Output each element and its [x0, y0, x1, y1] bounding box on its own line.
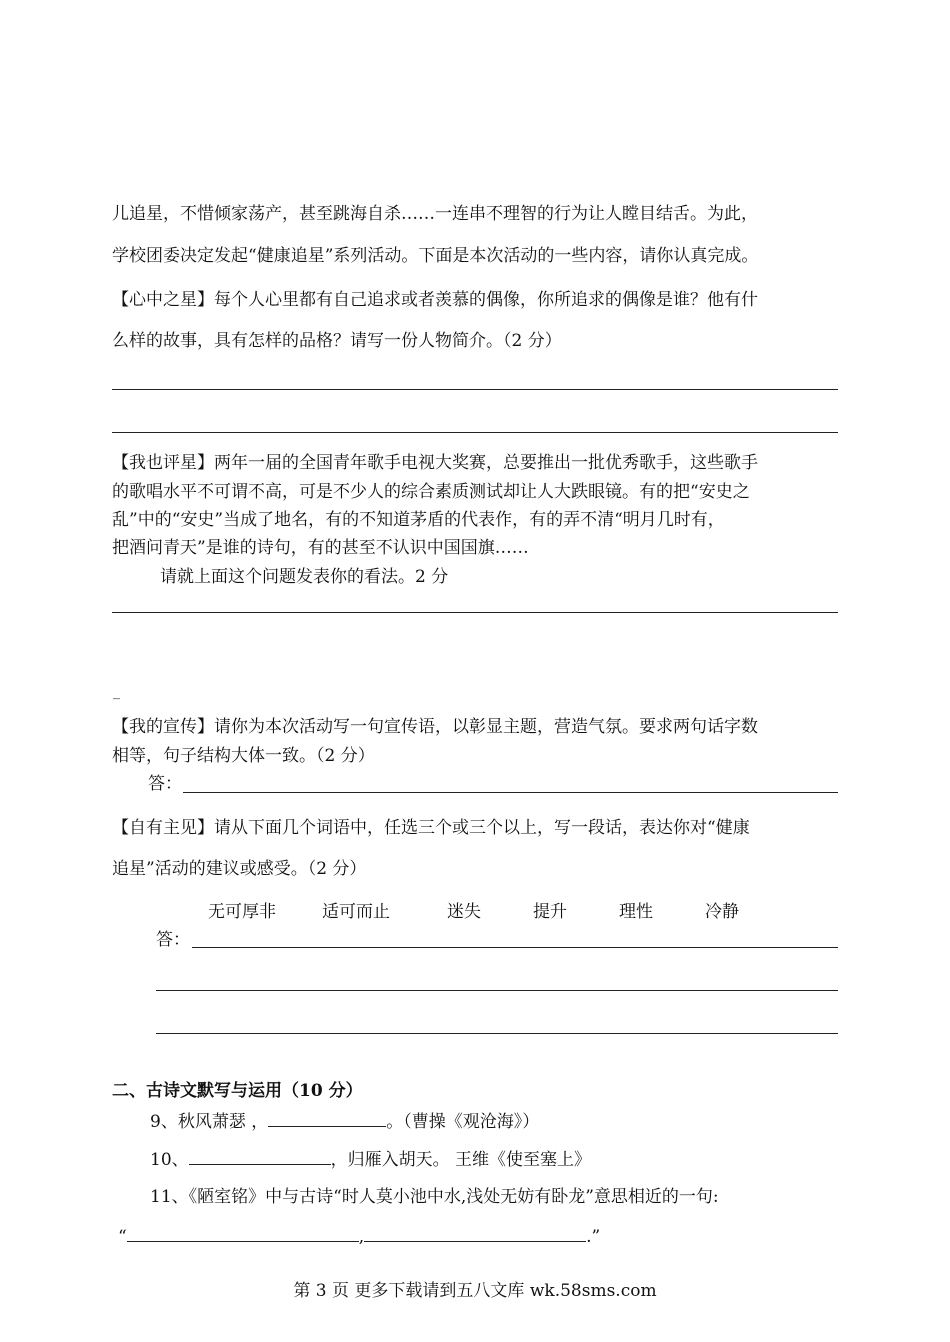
answer-label: 答：: [148, 774, 182, 794]
opinion-line-1: 【自有主见】请从下面几个词语中，任选三个或三个以上，写一段话，表达你对“健康: [112, 818, 750, 838]
word-option: 无可厚非: [208, 902, 276, 922]
question-11: 11、《陋室铭》中与古诗“时人莫小池中水,浅处无妨有卧龙”意思相近的一句:: [150, 1187, 719, 1207]
word-option: 迷失: [447, 902, 481, 922]
review-star-line-1: 【我也评星】两年一届的全国青年歌手电视大奖赛，总要推出一批优秀歌手，这些歌手: [112, 453, 758, 473]
answer-line[interactable]: [156, 990, 838, 991]
stray-mark: _: [113, 684, 120, 700]
comma: ,: [358, 1227, 365, 1247]
review-star-line-4: 把酒问青天”是谁的诗句，有的甚至不认识中国国旗……: [112, 538, 529, 558]
slogan-line-2: 相等，句子结构大体一致。（2 分）: [112, 746, 375, 766]
q10-prefix: 10、: [150, 1150, 189, 1170]
heart-star-line-2: 么样的故事，具有怎样的品格？请写一份人物简介。（2 分）: [112, 331, 562, 351]
q9-blank[interactable]: [268, 1110, 386, 1127]
section-heading: 二、古诗文默写与运用（10 分）: [112, 1081, 363, 1101]
answer-line[interactable]: [192, 947, 838, 948]
question-11-answer: [118, 1225, 600, 1248]
open-quote: “: [118, 1227, 127, 1247]
q10-blank[interactable]: [189, 1148, 331, 1165]
word-option: 适可而止: [322, 902, 390, 922]
word-option: 理性: [619, 902, 653, 922]
answer-line[interactable]: [156, 1033, 838, 1034]
intro-line-1: 儿追星，不惜倾家荡产，甚至跳海自杀……一连串不理智的行为让人瞠目结舌。为此，: [112, 204, 758, 224]
q11-blank-1[interactable]: [127, 1225, 359, 1242]
slogan-line-1: 【我的宣传】请你为本次活动写一句宣传语，以彰显主题，营造气氛。要求两句话字数: [112, 717, 758, 737]
answer-line[interactable]: [112, 612, 838, 613]
heart-star-line-1: 【心中之星】每个人心里都有自己追求或者羡慕的偶像，你所追求的偶像是谁？他有什: [112, 290, 758, 310]
review-star-prompt: 请就上面这个问题发表你的看法。2 分: [160, 567, 449, 587]
q10-suffix: ，归雁入胡天。 王维《使至塞上》: [330, 1150, 592, 1170]
answer-line[interactable]: [112, 389, 838, 390]
close-quote: .”: [586, 1227, 601, 1247]
review-star-line-3: 乱”中的“安史”当成了地名，有的不知道茅盾的代表作，有的弄不清“明月几时有，: [112, 510, 725, 530]
review-star-line-2: 的歌唱水平不可谓不高，可是不少人的综合素质测试却让人大跌眼镜。有的把“安史之: [112, 482, 750, 502]
answer-line[interactable]: [112, 432, 838, 433]
question-9: [150, 1110, 539, 1133]
q9-suffix: 。（曹操《观沧海》）: [386, 1112, 540, 1132]
answer-label: 答：: [156, 930, 190, 950]
q11-blank-2[interactable]: [364, 1225, 586, 1242]
opinion-line-2: 追星”活动的建议或感受。（2 分）: [112, 859, 367, 879]
word-option: 提升: [533, 902, 567, 922]
q9-prefix: 9、秋风萧瑟 ，: [150, 1112, 269, 1132]
intro-line-2: 学校团委决定发起“健康追星”系列活动。下面是本次活动的一些内容，请你认真完成。: [112, 246, 759, 266]
word-option: 冷静: [705, 902, 739, 922]
answer-line[interactable]: [183, 792, 838, 793]
page-footer: 第 3 页 更多下载请到五八文库 wk.58sms.com: [293, 1281, 657, 1301]
question-10: [150, 1148, 591, 1171]
